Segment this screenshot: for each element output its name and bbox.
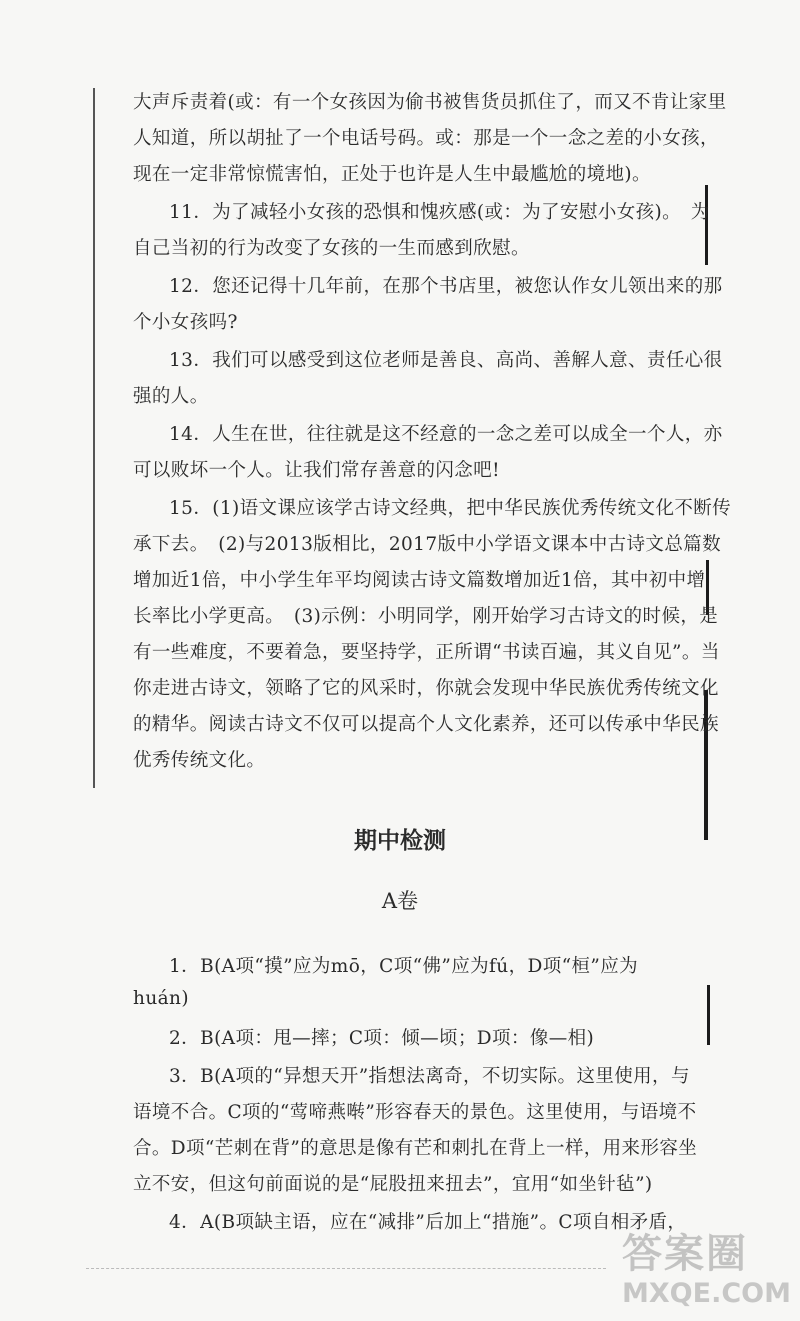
text-line: 现在一定非常惊慌害怕，正处于也许是人生中最尴尬的境地)。 <box>133 164 651 185</box>
text-line: 你走进古诗文，领略了它的风采时，你就会发现中华民族优秀传统文化 <box>133 678 719 699</box>
text-line: 承下去。 (2)与2013版相比，2017版中小学语文课本中古诗文总篇数 <box>133 534 722 555</box>
text-line: 个小女孩吗? <box>133 312 238 333</box>
text-line: 有一些难度，不要着急，要坚持学，正所谓“书读百遍，其义自见”。当 <box>133 642 720 663</box>
text-line: 人知道，所以胡扯了一个电话号码。或：那是一个一念之差的小女孩， <box>133 128 719 149</box>
answer-item-11: 11．为了减轻小女孩的恐惧和愧疚感(或：为了安慰小女孩)。 为 <box>169 202 710 223</box>
text-line: 长率比小学更高。 (3)示例：小明同学，刚开始学习古诗文的时候，是 <box>133 606 719 627</box>
section-title: 期中检测 <box>354 828 446 854</box>
text-line: 大声斥责着(或：有一个女孩因为偷书被售货员抓住了，而又不肯让家里 <box>133 92 727 113</box>
watermark-logo <box>622 1222 792 1317</box>
answer-item-12: 12．您还记得十几年前，在那个书店里，被您认作女儿领出来的那 <box>169 276 723 297</box>
left-margin-rule <box>93 88 95 788</box>
text-line: 自己当初的行为改变了女孩的一生而感到欣慰。 <box>133 238 530 259</box>
watermark-url: MXQE.COM <box>622 1278 791 1309</box>
watermark-cn: 答案圈 <box>622 1231 748 1277</box>
scan-edge-mark <box>707 985 710 1045</box>
text-line: 可以败坏一个人。让我们常存善意的闪念吧! <box>133 460 500 481</box>
text-line: 强的人。 <box>133 386 209 407</box>
answer-item-14: 14．人生在世，往往就是这不经意的一念之差可以成全一个人，亦 <box>169 424 723 445</box>
answer-item-15: 15．(1)语文课应该学古诗文经典，把中华民族优秀传统文化不断传 <box>169 498 732 519</box>
text-line: huán) <box>133 988 189 1009</box>
text-line: 合。D项“芒刺在背”的意思是像有芒和刺扎在背上一样，用来形容坐 <box>133 1138 698 1159</box>
page-bottom-divider <box>86 1268 606 1269</box>
answer-item-2: 2．B(A项：甩—摔；C项：倾—顷；D项：像—相) <box>169 1028 595 1049</box>
subsection-title: A卷 <box>381 889 419 913</box>
scan-edge-mark <box>705 185 708 265</box>
answer-item-1: 1．B(A项“摸”应为mō，C项“佛”应为fú，D项“桓”应为 <box>169 956 639 977</box>
text-line: 增加近1倍，中小学生年平均阅读古诗文篇数增加近1倍，其中初中增 <box>133 570 706 591</box>
text-line: 的精华。阅读古诗文不仅可以提高个人文化素养，还可以传承中华民族 <box>133 714 719 735</box>
text-line: 立不安，但这句前面说的是“屁股扭来扭去”，宜用“如坐针毡”) <box>133 1174 653 1195</box>
text-line: 优秀传统文化。 <box>133 750 266 771</box>
answer-item-13: 13．我们可以感受到这位老师是善良、高尚、善解人意、责任心很 <box>169 350 723 371</box>
text-line: 语境不合。C项的“莺啼燕啭”形容春天的景色。这里使用，与语境不 <box>133 1102 697 1123</box>
answer-item-4: 4．A(B项缺主语，应在“减排”后加上“措施”。C项自相矛盾， <box>169 1212 687 1233</box>
answer-item-3: 3．B(A项的“异想天开”指想法离奇，不切实际。这里使用，与 <box>169 1066 690 1087</box>
